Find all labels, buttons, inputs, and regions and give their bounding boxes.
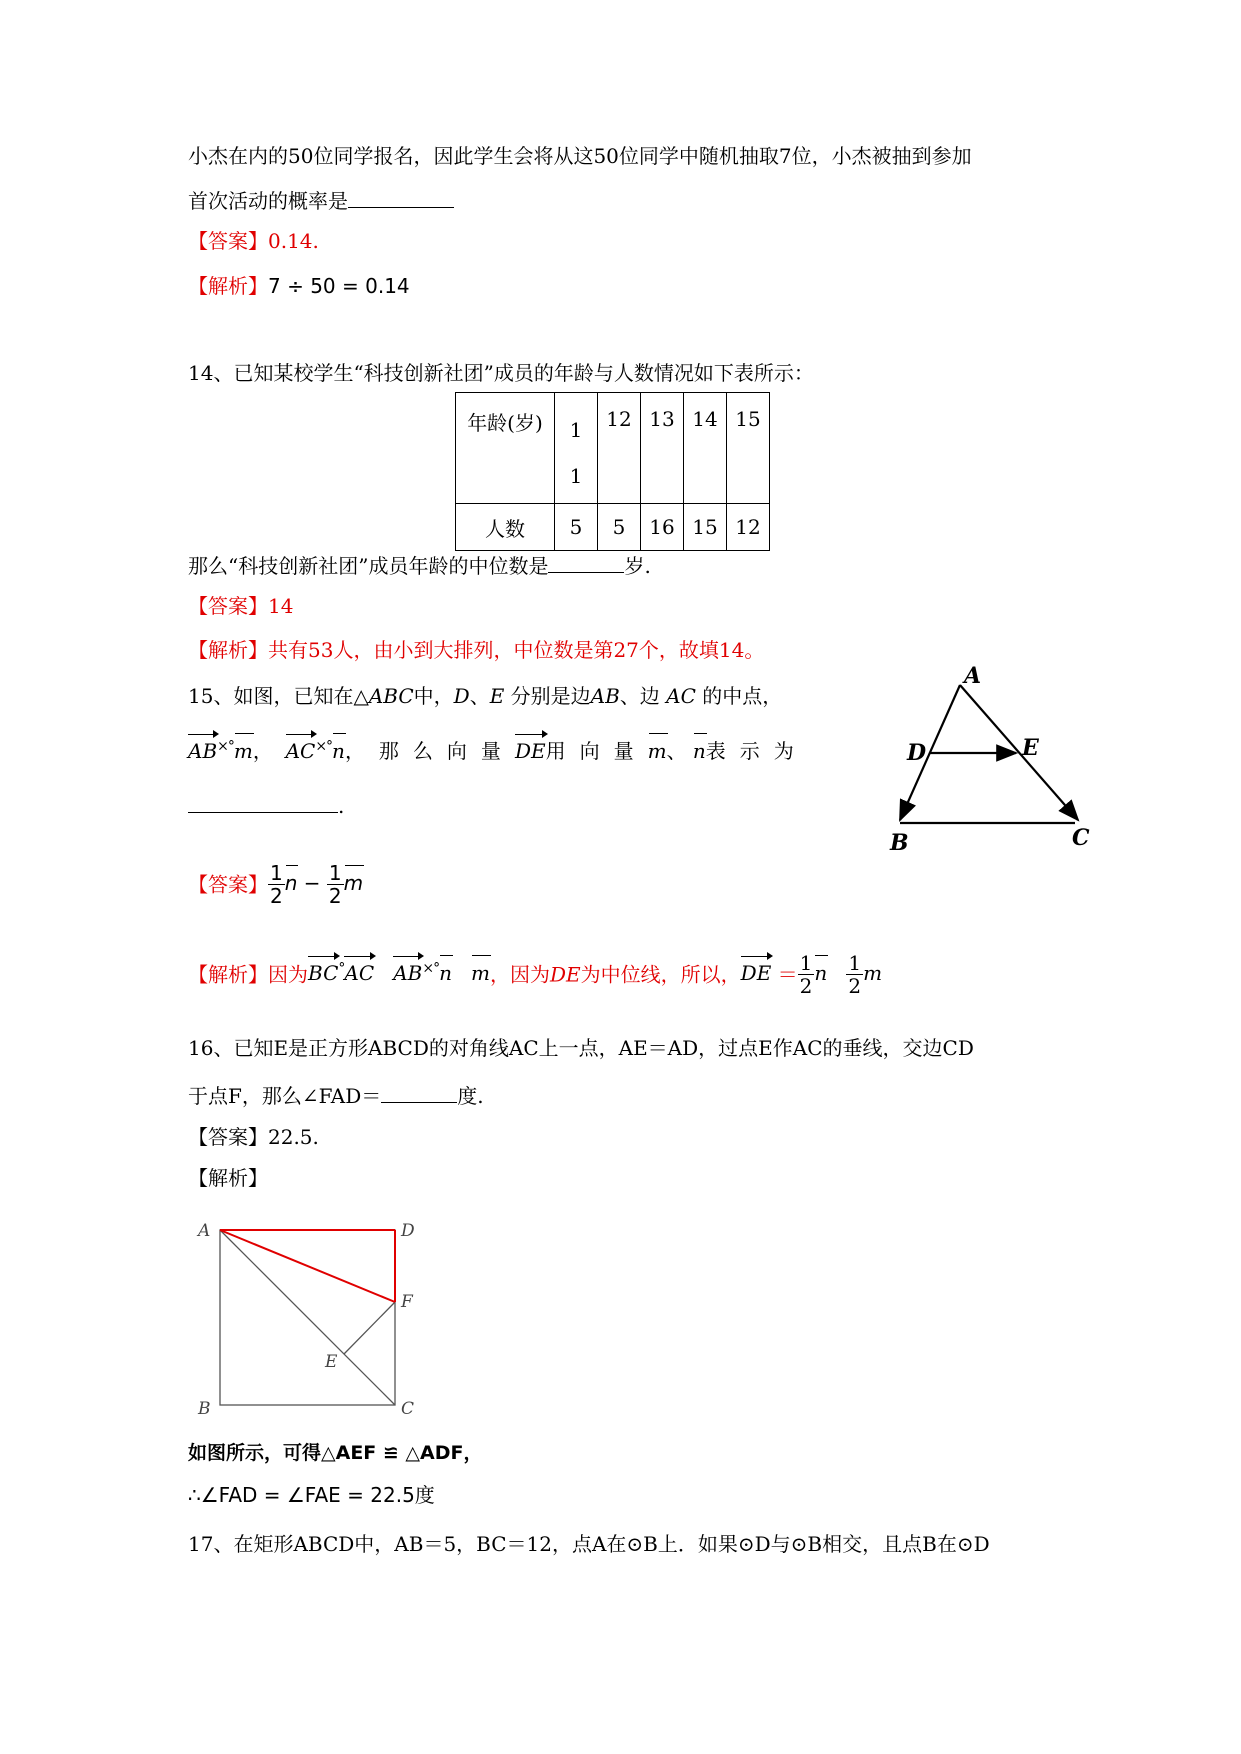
q15-line2: AB×°m， AC×°n，那么向量DE用向量m、 n表示为 [188, 730, 808, 764]
q16-line2-text: 于点F，那么∠FAD＝ [188, 1084, 382, 1108]
q15-triangle: △ABC [353, 684, 414, 708]
q13-answer-value: 0.14. [268, 229, 319, 253]
table-cell: 5 [598, 504, 641, 551]
table-header-age: 年龄(岁) [456, 393, 555, 504]
table-cell: 15 [727, 393, 770, 504]
q14-question [188, 553, 651, 579]
q15-analysis-de: DE [550, 962, 581, 987]
q15-analysis-because: 因为 [268, 962, 308, 987]
table-cell: 13 [641, 393, 684, 504]
segment-ef [344, 1302, 395, 1354]
label-d: D [907, 740, 927, 766]
table-row [456, 504, 770, 551]
q15-analysis-midline: 为中位线，所以， [580, 962, 741, 987]
segment-af-red [220, 1230, 395, 1302]
table-row [456, 393, 770, 504]
vector-ac: AC [286, 730, 316, 764]
q17-line1: 17、在矩形ABCD中，AB＝5，BC＝12，点A在⊙B上．如果⊙D与⊙B相交，且点B在⊙D [188, 1532, 990, 1556]
answer-tag: 【答案】 [188, 872, 268, 897]
q13-line2-text: 首次活动的概率是 [188, 189, 348, 213]
q16-answer [188, 1124, 319, 1150]
q15-stem-tail: 的中点， [702, 684, 783, 708]
q15-answer [188, 862, 363, 907]
q14-analysis [188, 637, 764, 663]
table-cell: 16 [641, 504, 684, 551]
q14-answer-blank[interactable] [548, 554, 624, 573]
q15-line2-text: ，那么向量 [344, 739, 515, 763]
q15-point-d: D [453, 684, 470, 708]
label-a: A [198, 1221, 211, 1241]
q13-analysis [188, 273, 410, 299]
answer-tag: 【答案】 [188, 1125, 268, 1149]
q15-line2-tail: 用向量 [545, 739, 648, 763]
table-cell: 15 [684, 504, 727, 551]
q15-stem-prefix: 15、如图，已知在 [188, 684, 354, 708]
q14-analysis-text: 共有53人，由小到大排列，中位数是第27个，故填14。 [268, 638, 765, 662]
table-cell: 1 1 [555, 393, 598, 504]
q15-stem-rest: 分别是边 [510, 684, 591, 708]
q16-line2 [188, 1083, 484, 1109]
label-c: C [401, 1399, 415, 1419]
q15-point-e: E [489, 684, 505, 708]
table-cell: 14 [684, 393, 727, 504]
label-d: D [401, 1221, 415, 1241]
q15-blank-line: . [188, 793, 344, 819]
label-e: E [1022, 735, 1039, 761]
analysis-tag: 【解析】 [188, 638, 268, 662]
analysis-tag: 【解析】 [188, 962, 268, 987]
q13-answer-blank[interactable] [348, 189, 454, 208]
q15-analysis-mid: ，因为 [490, 962, 551, 987]
diagonal-ac [220, 1230, 395, 1405]
q16-answer-value: 22.5. [268, 1125, 319, 1149]
analysis-tag: 【解析】 [188, 1166, 268, 1190]
q15-answer-blank[interactable] [188, 794, 338, 813]
label-f: F [401, 1292, 413, 1312]
square-figure [190, 1215, 440, 1425]
q14-answer-value: 14 [268, 594, 294, 618]
q13-analysis-math: 7 ÷ 50 = 0.14 [268, 274, 410, 298]
q16-line1: 16、已知E是正方形ABCD的对角线AC上一点，AE＝AD，过点E作AC的垂线，交边CD [188, 1036, 974, 1060]
q16-answer-blank[interactable] [381, 1084, 457, 1103]
analysis-tag: 【解析】 [188, 274, 268, 298]
q15-answer-expr: $\frac{1}{2}$ n − $\frac{1}{2}$ m [270, 861, 364, 908]
q14-answer [188, 593, 293, 619]
q13-line1: 小杰在内的50位同学报名，因此学生会将从这50位同学中随机抽取7位，小杰被抽到参加 [188, 144, 972, 168]
label-c: C [1072, 825, 1090, 851]
vector-de: DE [515, 730, 546, 764]
q14-question-tail: 岁. [624, 554, 651, 578]
q13-answer [188, 228, 319, 254]
q13-line2 [188, 188, 454, 214]
q16-analysis [188, 1165, 268, 1191]
q15-stem: 15、如图，已知在△ABC中，D、E 分别是边AB、边 AC 的中点， [188, 684, 783, 708]
label-b: B [890, 830, 909, 856]
q16-step2: ∴∠FAD = ∠FAE = 22.5度 [188, 1483, 435, 1507]
answer-tag: 【答案】 [188, 594, 268, 618]
q16-line2-tail: 度. [457, 1084, 484, 1108]
triangle-figure [880, 660, 1100, 860]
label-b: B [198, 1399, 211, 1419]
answer-tag: 【答案】 [188, 229, 268, 253]
label-e: E [325, 1352, 338, 1372]
q14-stem: 14、已知某校学生“科技创新社团”成员的年龄与人数情况如下表所示： [188, 361, 814, 385]
table-header-count: 人数 [456, 504, 555, 551]
table-cell: 5 [555, 504, 598, 551]
table-cell: 12 [598, 393, 641, 504]
q14-question-text: 那么“科技创新社团”成员年龄的中位数是 [188, 554, 549, 578]
q15-line2-end: 表示为 [705, 739, 808, 763]
vector-ab: AB [188, 730, 217, 764]
q15-analysis: 【解析】因为BC°AC AB×°n m，因为DE为中位线，所以，DE ＝ $\frac{1}{2}$ n $\frac{1}{2}$ m [188, 951, 883, 998]
age-table [455, 392, 770, 551]
q16-step1: 如图所示，可得△AEF ≌ △ADF， [188, 1442, 483, 1464]
label-a: A [964, 663, 982, 689]
table-cell: 12 [727, 504, 770, 551]
q15-stem-mid: 中， [413, 684, 454, 708]
